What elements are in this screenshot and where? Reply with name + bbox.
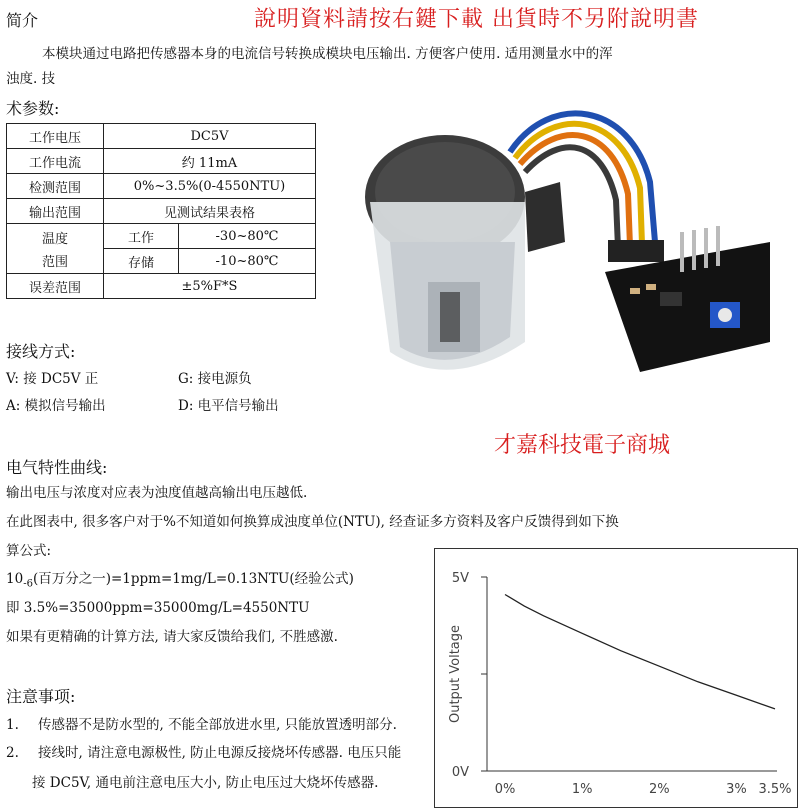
formula-exponent: -6: [23, 578, 33, 590]
series-line: [505, 595, 775, 709]
y-tick-label: 0V: [451, 765, 469, 780]
spec-value: 0%~3.5%(0-4550NTU): [104, 174, 316, 199]
electrical-p1: 输出电压与浓度对应表为浊度值越高输出电压越低.: [6, 485, 308, 501]
spec-table: [6, 123, 316, 299]
spec-value: 约 11mA: [104, 149, 316, 174]
x-tick-label: 3.5%: [758, 782, 792, 797]
note-1-number: 1.: [6, 717, 19, 733]
formula-base: 10: [6, 571, 24, 587]
feedback-text: 如果有更精确的计算方法, 请大家反馈给我们, 不胜感激.: [6, 629, 338, 645]
formula-1: [6, 568, 354, 596]
spec-label: 检测范围: [7, 174, 104, 199]
spec-label: 工作电压: [7, 124, 104, 149]
voltage-chart-svg: [435, 549, 797, 807]
x-tick-label: 3%: [726, 782, 747, 797]
table-row: [7, 124, 316, 149]
sensor-module-photo: [350, 92, 770, 422]
y-axis-label: Output Voltage: [448, 624, 463, 724]
download-notice: 說明資料請按右鍵下載 出貨時不另附說明書: [254, 7, 699, 32]
spec-label-temperature: [7, 224, 104, 274]
spec-label: 工作电流: [7, 149, 104, 174]
intro-line-1: 本模块通过电路把传感器本身的电流信号转换成模块电压输出. 方便客户使用. 适用测量水中的浑: [42, 46, 613, 62]
spec-sublabel: 存储: [104, 249, 179, 274]
wiring-a: A: 模拟信号输出: [6, 398, 106, 414]
note-1: 传感器不是防水型的, 不能全部放进水里, 只能放置透明部分.: [38, 717, 397, 733]
formula-rest: (百万分之一)=1ppm=1mg/L=0.13NTU(经验公式): [32, 571, 354, 587]
spec-label: 输出范围: [7, 199, 104, 224]
wiring-g: G: 接电源负: [178, 371, 252, 387]
wiring-v: V: 接 DC5V 正: [6, 371, 99, 387]
spec-title: 术参数:: [6, 99, 60, 118]
electrical-p2: 在此图表中, 很多客户对于%不知道如何换算成浊度单位(NTU), 经查证多方资料及客户反馈得到如下换: [6, 514, 619, 530]
notes-title: 注意事项:: [6, 687, 76, 706]
x-tick-label: 1%: [571, 782, 593, 797]
formula-2: 即 3.5%=35000ppm=35000mg/L=4550NTU: [6, 600, 310, 616]
spec-label: 温度: [41, 231, 68, 247]
note-2a: 接线时, 请注意电源极性, 防止电源反接烧坏传感器. 电压只能: [38, 745, 402, 761]
spec-label: 范围: [41, 254, 68, 270]
spec-value: DC5V: [104, 124, 316, 149]
spec-value: -10~80℃: [179, 249, 316, 274]
table-row: [7, 149, 316, 174]
note-2b: 接 DC5V, 通电前注意电压大小, 防止电压过大烧坏传感器.: [32, 775, 379, 791]
spec-value: -30~80℃: [179, 224, 316, 249]
table-row: [7, 224, 316, 249]
note-2-number: 2.: [6, 745, 19, 761]
wiring-title: 接线方式:: [6, 342, 76, 361]
x-tick-label: 2%: [648, 782, 670, 797]
table-row: [7, 274, 316, 299]
electrical-title: 电气特性曲线:: [6, 458, 108, 477]
y-tick-label: 5V: [451, 571, 469, 586]
table-row: [7, 174, 316, 199]
shop-name: 才嘉科技電子商城: [494, 433, 671, 458]
spec-label: 误差范围: [7, 274, 104, 299]
intro-title: 简介: [6, 11, 39, 30]
spec-value: ±5%F*S: [104, 274, 316, 299]
table-row: [7, 199, 316, 224]
wiring-d: D: 电平信号输出: [178, 398, 279, 414]
voltage-chart: [434, 548, 798, 808]
intro-line-2: 浊度. 技: [6, 71, 56, 87]
spec-value: 见测试结果表格: [104, 199, 316, 224]
spec-sublabel: 工作: [104, 224, 179, 249]
x-tick-label: 0%: [494, 782, 516, 797]
electrical-p3: 算公式:: [6, 543, 52, 559]
